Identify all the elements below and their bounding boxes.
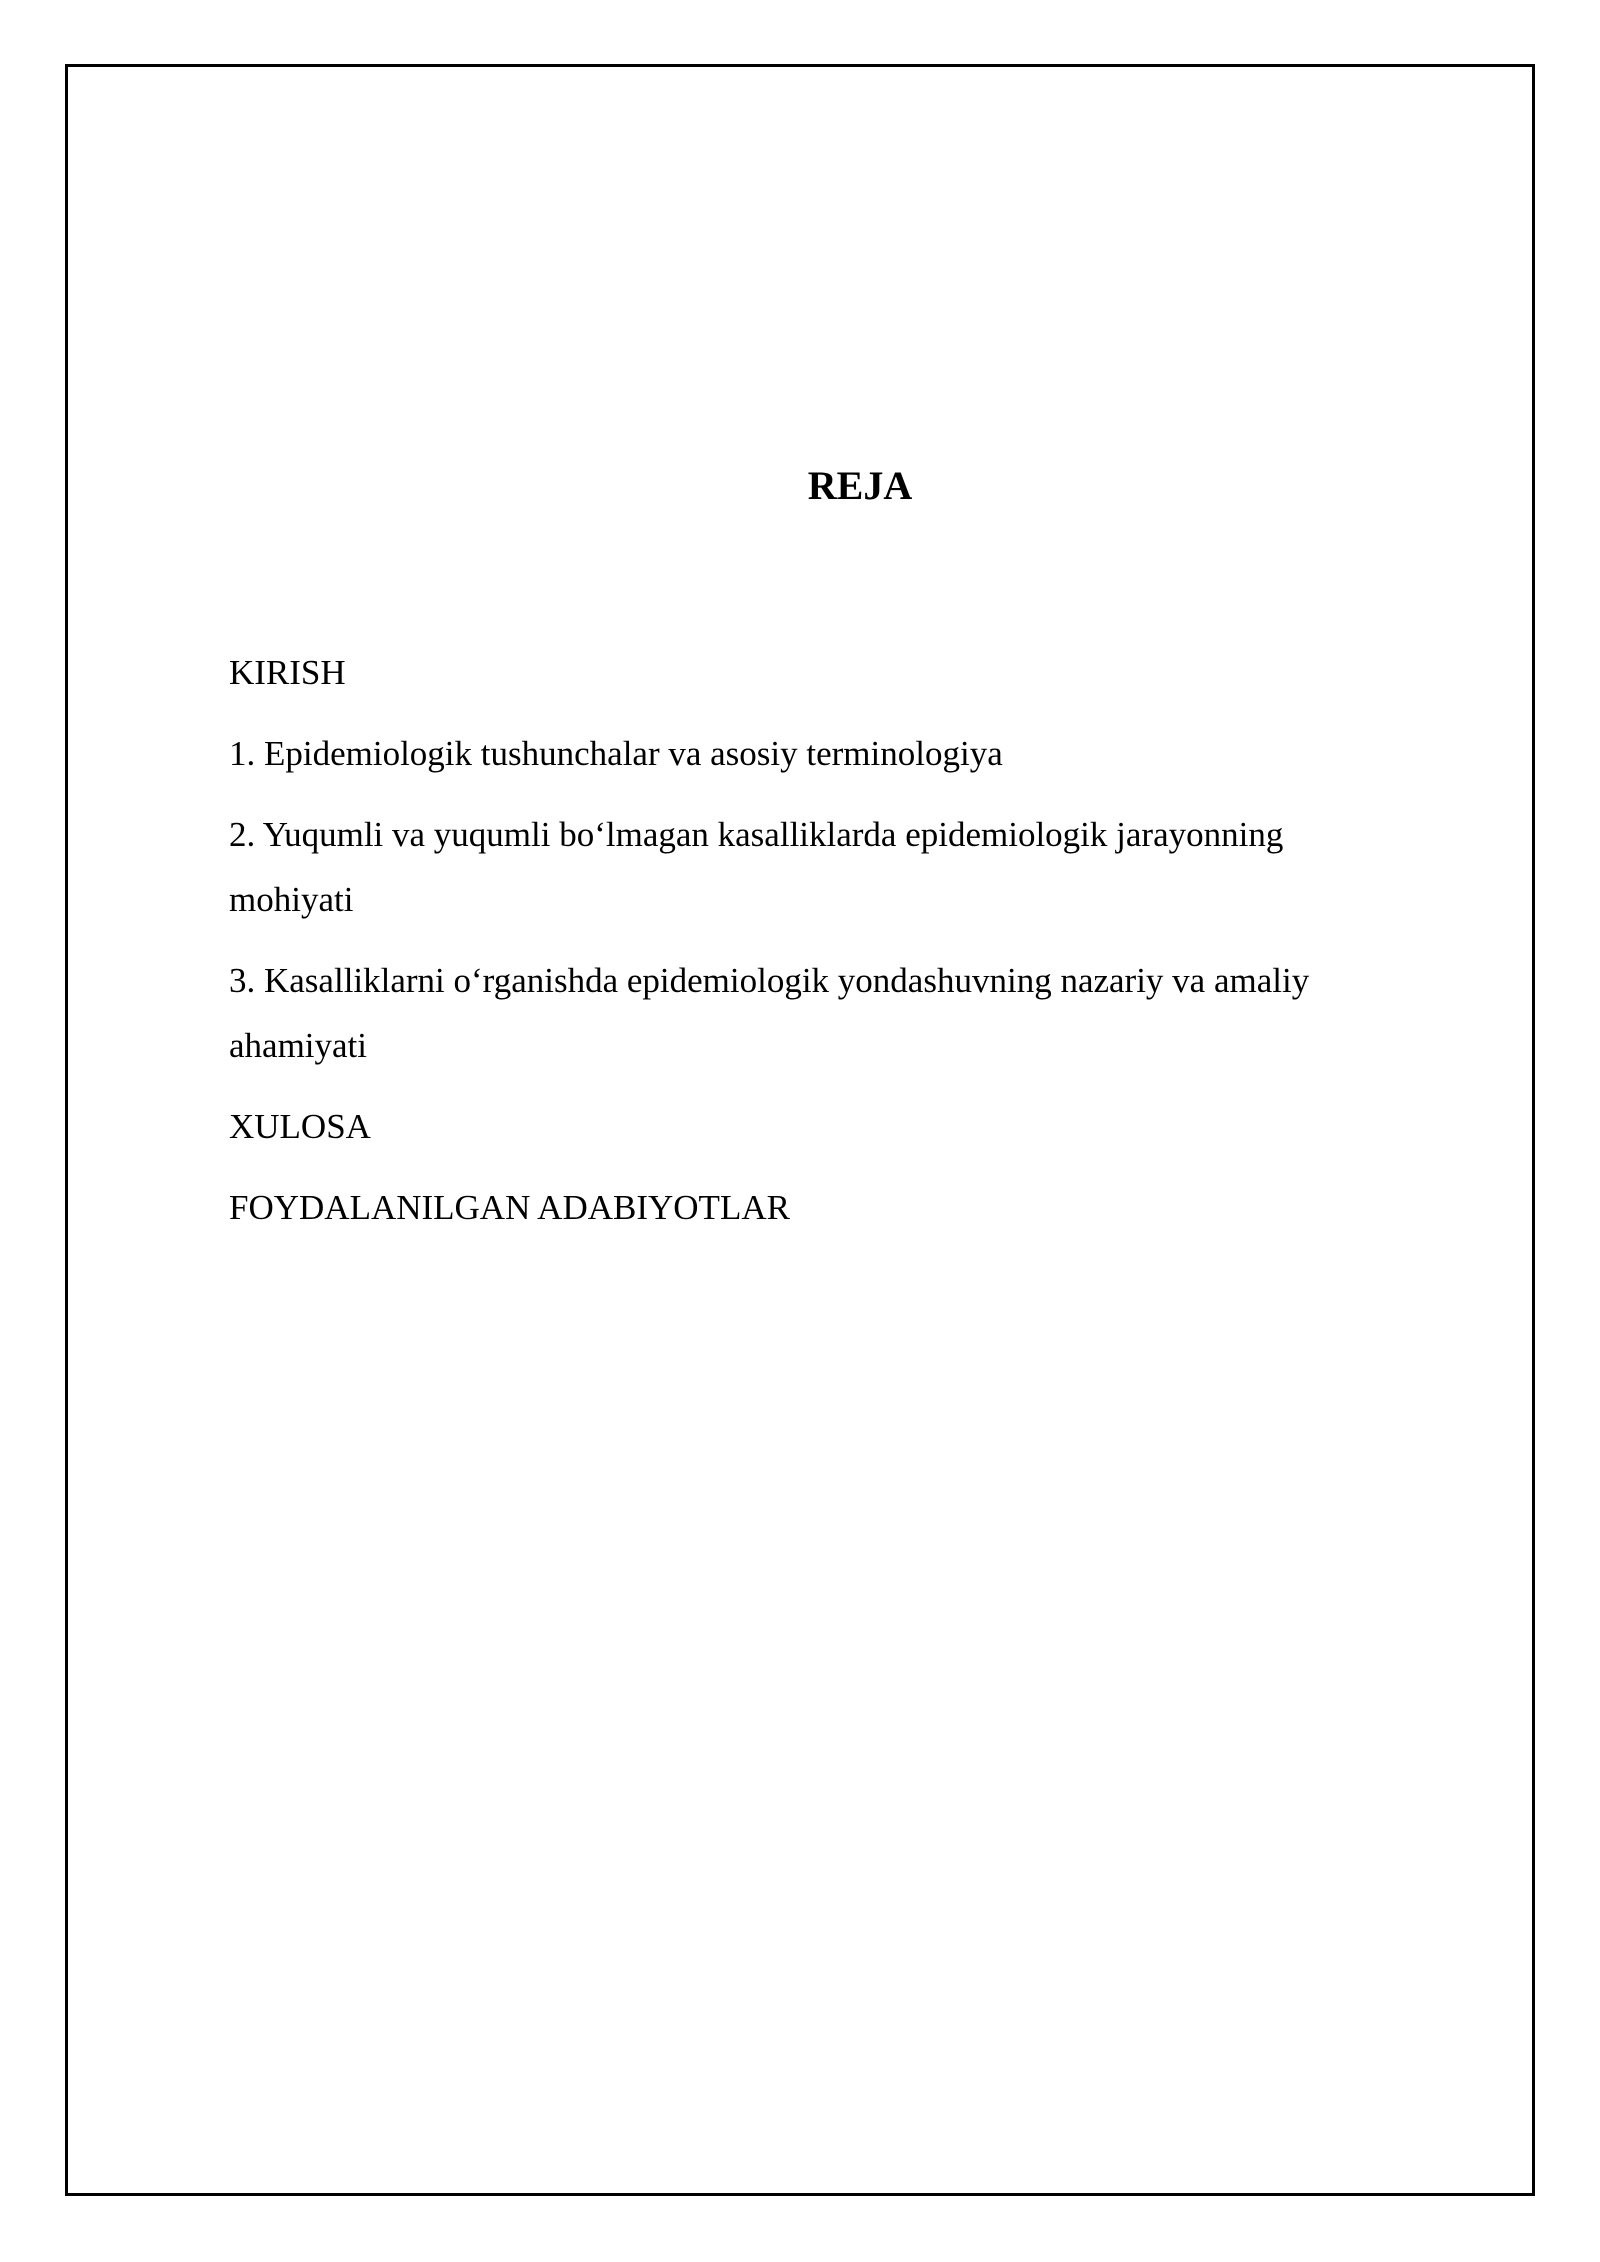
- toc-item-section-2: 2. Yuqumli va yuqumli bo‘lmagan kasalliklarda epidemiologik jarayonning mohiyati: [229, 815, 1284, 919]
- toc-item-conclusion: XULOSA: [229, 1107, 371, 1146]
- table-of-contents: [229, 640, 1409, 1256]
- toc-item-section-1: 1. Epidemiologik tushunchalar va asosiy terminologiya: [229, 734, 1003, 773]
- toc-item-references: FOYDALANILGAN ADABIYOTLAR: [229, 1188, 790, 1227]
- toc-item-section-3: 3. Kasalliklarni o‘rganishda epidemiologik yondashuvning nazariy va amaliy ahamiyati: [229, 961, 1310, 1065]
- toc-item-introduction: KIRISH: [229, 653, 346, 692]
- page-title: REJA: [807, 463, 913, 508]
